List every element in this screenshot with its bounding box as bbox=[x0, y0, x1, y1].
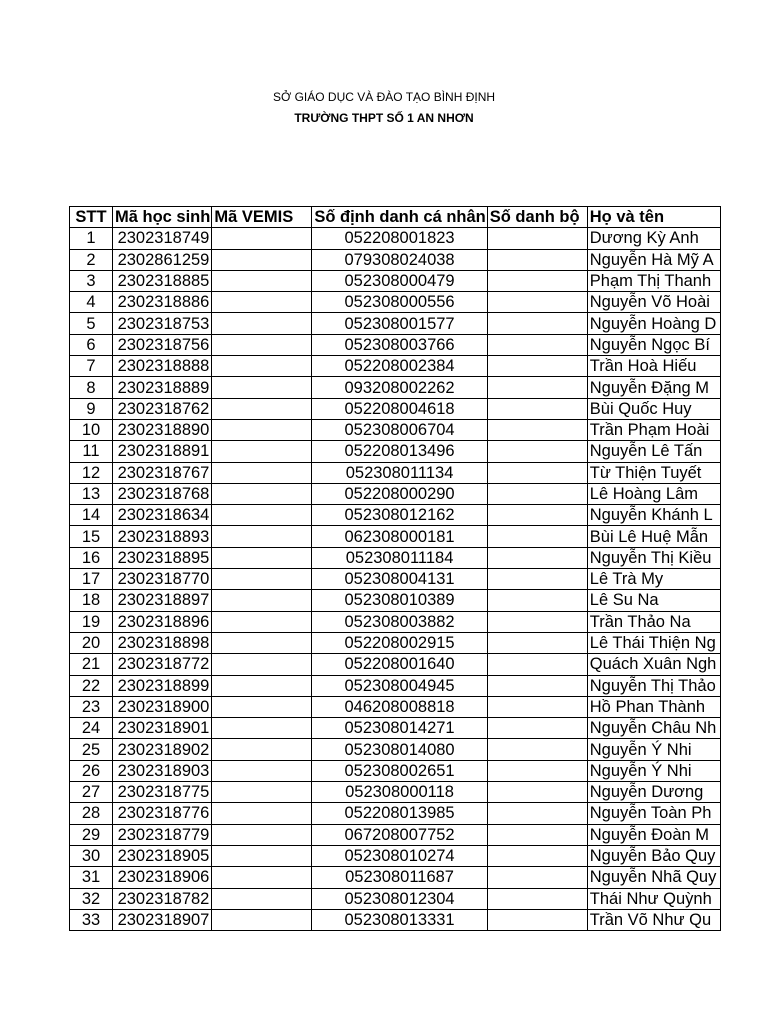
table-row bbox=[70, 654, 721, 675]
cell-personal-id: 052308010389 bbox=[312, 590, 487, 611]
cell-registry-number bbox=[487, 505, 587, 526]
cell-full-name: Nguyễn Thị Kiều bbox=[587, 547, 720, 568]
cell-full-name: Lê Hoàng Lâm bbox=[587, 483, 720, 504]
cell-personal-id: 062308000181 bbox=[312, 526, 487, 547]
table-row bbox=[70, 377, 721, 398]
department-title: SỞ GIÁO DỤC VÀ ĐÀO TẠO BÌNH ĐỊNH bbox=[272, 90, 496, 104]
cell-stt: 7 bbox=[70, 356, 113, 377]
table-row bbox=[70, 569, 721, 590]
cell-registry-number bbox=[487, 292, 587, 313]
cell-student-code: 2302318907 bbox=[113, 909, 212, 930]
table-body bbox=[70, 228, 721, 931]
cell-personal-id: 052208004618 bbox=[312, 398, 487, 419]
cell-personal-id: 052308003766 bbox=[312, 334, 487, 355]
cell-student-code: 2302318749 bbox=[113, 228, 212, 249]
table-row bbox=[70, 824, 721, 845]
table-row bbox=[70, 547, 721, 568]
table-header-row bbox=[70, 207, 721, 228]
cell-stt: 10 bbox=[70, 419, 113, 440]
table-row bbox=[70, 739, 721, 760]
cell-personal-id: 052208002915 bbox=[312, 632, 487, 653]
cell-vemis bbox=[212, 845, 312, 866]
cell-vemis bbox=[212, 377, 312, 398]
cell-vemis bbox=[212, 718, 312, 739]
cell-personal-id: 052308002651 bbox=[312, 760, 487, 781]
cell-stt: 30 bbox=[70, 845, 113, 866]
cell-stt: 25 bbox=[70, 739, 113, 760]
table-row bbox=[70, 505, 721, 526]
cell-student-code: 2302318753 bbox=[113, 313, 212, 334]
cell-registry-number bbox=[487, 760, 587, 781]
cell-full-name: Bùi Quốc Huy bbox=[587, 398, 720, 419]
table-row bbox=[70, 782, 721, 803]
table-row bbox=[70, 398, 721, 419]
cell-personal-id: 052308001577 bbox=[312, 313, 487, 334]
cell-full-name: Trần Phạm Hoài bbox=[587, 419, 720, 440]
cell-student-code: 2302318888 bbox=[113, 356, 212, 377]
cell-stt: 27 bbox=[70, 782, 113, 803]
col-header-stt: STT bbox=[70, 207, 113, 228]
cell-full-name: Nguyễn Hoàng D bbox=[587, 313, 720, 334]
cell-stt: 11 bbox=[70, 441, 113, 462]
cell-vemis bbox=[212, 760, 312, 781]
cell-stt: 23 bbox=[70, 696, 113, 717]
cell-full-name: Lê Trà My bbox=[587, 569, 720, 590]
cell-personal-id: 052308004131 bbox=[312, 569, 487, 590]
cell-personal-id: 052308014080 bbox=[312, 739, 487, 760]
cell-full-name: Quách Xuân Ngh bbox=[587, 654, 720, 675]
cell-personal-id: 093208002262 bbox=[312, 377, 487, 398]
cell-student-code: 2302318762 bbox=[113, 398, 212, 419]
cell-student-code: 2302318898 bbox=[113, 632, 212, 653]
cell-full-name: Nguyễn Hà Mỹ A bbox=[587, 249, 720, 270]
cell-personal-id: 052308000479 bbox=[312, 270, 487, 291]
cell-full-name: Nguyễn Thị Thảo bbox=[587, 675, 720, 696]
table-row bbox=[70, 803, 721, 824]
cell-stt: 8 bbox=[70, 377, 113, 398]
cell-student-code: 2302861259 bbox=[113, 249, 212, 270]
cell-stt: 12 bbox=[70, 462, 113, 483]
cell-registry-number bbox=[487, 909, 587, 930]
cell-student-code: 2302318770 bbox=[113, 569, 212, 590]
cell-vemis bbox=[212, 526, 312, 547]
cell-registry-number bbox=[487, 398, 587, 419]
cell-stt: 19 bbox=[70, 611, 113, 632]
cell-registry-number bbox=[487, 718, 587, 739]
cell-personal-id: 046208008818 bbox=[312, 696, 487, 717]
table-row bbox=[70, 270, 721, 291]
cell-student-code: 2302318775 bbox=[113, 782, 212, 803]
cell-vemis bbox=[212, 313, 312, 334]
cell-vemis bbox=[212, 611, 312, 632]
cell-student-code: 2302318901 bbox=[113, 718, 212, 739]
cell-stt: 22 bbox=[70, 675, 113, 696]
cell-registry-number bbox=[487, 675, 587, 696]
cell-student-code: 2302318889 bbox=[113, 377, 212, 398]
cell-stt: 14 bbox=[70, 505, 113, 526]
cell-stt: 28 bbox=[70, 803, 113, 824]
cell-student-code: 2302318782 bbox=[113, 888, 212, 909]
table-row bbox=[70, 909, 721, 930]
col-header-registry-number: Số danh bộ bbox=[487, 207, 587, 228]
cell-registry-number bbox=[487, 632, 587, 653]
cell-personal-id: 052308011184 bbox=[312, 547, 487, 568]
cell-full-name: Nguyễn Ý Nhi bbox=[587, 760, 720, 781]
cell-stt: 4 bbox=[70, 292, 113, 313]
cell-registry-number bbox=[487, 590, 587, 611]
cell-stt: 20 bbox=[70, 632, 113, 653]
cell-registry-number bbox=[487, 696, 587, 717]
cell-stt: 2 bbox=[70, 249, 113, 270]
cell-personal-id: 052208001823 bbox=[312, 228, 487, 249]
cell-vemis bbox=[212, 356, 312, 377]
cell-full-name: Trần Hoà Hiếu bbox=[587, 356, 720, 377]
cell-vemis bbox=[212, 483, 312, 504]
table-row bbox=[70, 718, 721, 739]
cell-full-name: Nguyễn Lê Tấn bbox=[587, 441, 720, 462]
table-row bbox=[70, 419, 721, 440]
table-row bbox=[70, 292, 721, 313]
cell-registry-number bbox=[487, 569, 587, 590]
cell-registry-number bbox=[487, 377, 587, 398]
cell-vemis bbox=[212, 419, 312, 440]
cell-full-name: Nguyễn Ngọc Bí bbox=[587, 334, 720, 355]
cell-student-code: 2302318896 bbox=[113, 611, 212, 632]
cell-personal-id: 052208000290 bbox=[312, 483, 487, 504]
col-header-full-name: Họ và tên bbox=[587, 207, 720, 228]
cell-registry-number bbox=[487, 334, 587, 355]
table-row bbox=[70, 228, 721, 249]
cell-vemis bbox=[212, 249, 312, 270]
cell-full-name: Nguyễn Đoàn M bbox=[587, 824, 720, 845]
cell-personal-id: 052308000118 bbox=[312, 782, 487, 803]
cell-registry-number bbox=[487, 547, 587, 568]
cell-full-name: Nguyễn Dương bbox=[587, 782, 720, 803]
cell-registry-number bbox=[487, 313, 587, 334]
table-row bbox=[70, 888, 721, 909]
cell-registry-number bbox=[487, 228, 587, 249]
cell-personal-id: 052308012162 bbox=[312, 505, 487, 526]
cell-student-code: 2302318776 bbox=[113, 803, 212, 824]
cell-registry-number bbox=[487, 867, 587, 888]
table-row bbox=[70, 611, 721, 632]
cell-stt: 31 bbox=[70, 867, 113, 888]
col-header-vemis: Mã VEMIS bbox=[212, 207, 312, 228]
cell-registry-number bbox=[487, 782, 587, 803]
cell-registry-number bbox=[487, 845, 587, 866]
cell-vemis bbox=[212, 675, 312, 696]
cell-full-name: Trần Thảo Na bbox=[587, 611, 720, 632]
student-table bbox=[69, 206, 721, 931]
cell-personal-id: 052308010274 bbox=[312, 845, 487, 866]
cell-personal-id: 052308011134 bbox=[312, 462, 487, 483]
cell-stt: 17 bbox=[70, 569, 113, 590]
cell-registry-number bbox=[487, 611, 587, 632]
cell-vemis bbox=[212, 441, 312, 462]
cell-personal-id: 052308011687 bbox=[312, 867, 487, 888]
cell-personal-id: 052208001640 bbox=[312, 654, 487, 675]
cell-registry-number bbox=[487, 356, 587, 377]
cell-registry-number bbox=[487, 526, 587, 547]
cell-full-name: Nguyễn Nhã Quy bbox=[587, 867, 720, 888]
table-row bbox=[70, 696, 721, 717]
cell-full-name: Trần Võ Như Qu bbox=[587, 909, 720, 930]
cell-registry-number bbox=[487, 654, 587, 675]
cell-vemis bbox=[212, 739, 312, 760]
col-header-personal-id: Số định danh cá nhân bbox=[312, 207, 487, 228]
cell-vemis bbox=[212, 270, 312, 291]
cell-stt: 1 bbox=[70, 228, 113, 249]
cell-full-name: Nguyễn Khánh L bbox=[587, 505, 720, 526]
cell-student-code: 2302318768 bbox=[113, 483, 212, 504]
cell-vemis bbox=[212, 632, 312, 653]
cell-stt: 16 bbox=[70, 547, 113, 568]
cell-registry-number bbox=[487, 249, 587, 270]
cell-personal-id: 052308000556 bbox=[312, 292, 487, 313]
cell-vemis bbox=[212, 462, 312, 483]
cell-student-code: 2302318767 bbox=[113, 462, 212, 483]
cell-full-name: Bùi Lê Huệ Mẫn bbox=[587, 526, 720, 547]
cell-vemis bbox=[212, 867, 312, 888]
cell-full-name: Nguyễn Bảo Quy bbox=[587, 845, 720, 866]
cell-vemis bbox=[212, 292, 312, 313]
cell-vemis bbox=[212, 569, 312, 590]
cell-stt: 32 bbox=[70, 888, 113, 909]
cell-registry-number bbox=[487, 739, 587, 760]
cell-vemis bbox=[212, 888, 312, 909]
table-row bbox=[70, 632, 721, 653]
table-row bbox=[70, 313, 721, 334]
cell-vemis bbox=[212, 590, 312, 611]
cell-student-code: 2302318772 bbox=[113, 654, 212, 675]
cell-student-code: 2302318902 bbox=[113, 739, 212, 760]
cell-registry-number bbox=[487, 462, 587, 483]
cell-full-name: Phạm Thị Thanh bbox=[587, 270, 720, 291]
cell-full-name: Lê Su Na bbox=[587, 590, 720, 611]
cell-vemis bbox=[212, 696, 312, 717]
cell-student-code: 2302318886 bbox=[113, 292, 212, 313]
table-row bbox=[70, 441, 721, 462]
cell-vemis bbox=[212, 334, 312, 355]
cell-registry-number bbox=[487, 441, 587, 462]
cell-stt: 33 bbox=[70, 909, 113, 930]
table-row bbox=[70, 675, 721, 696]
cell-full-name: Thái Như Quỳnh bbox=[587, 888, 720, 909]
cell-student-code: 2302318779 bbox=[113, 824, 212, 845]
cell-vemis bbox=[212, 909, 312, 930]
cell-personal-id: 052208013496 bbox=[312, 441, 487, 462]
cell-student-code: 2302318885 bbox=[113, 270, 212, 291]
cell-personal-id: 052308013331 bbox=[312, 909, 487, 930]
cell-vemis bbox=[212, 782, 312, 803]
cell-full-name: Hồ Phan Thành bbox=[587, 696, 720, 717]
cell-vemis bbox=[212, 398, 312, 419]
cell-student-code: 2302318899 bbox=[113, 675, 212, 696]
cell-personal-id: 067208007752 bbox=[312, 824, 487, 845]
cell-vemis bbox=[212, 654, 312, 675]
cell-student-code: 2302318897 bbox=[113, 590, 212, 611]
cell-registry-number bbox=[487, 483, 587, 504]
cell-registry-number bbox=[487, 824, 587, 845]
cell-full-name: Dương Kỳ Anh bbox=[587, 228, 720, 249]
col-header-student-code: Mã học sinh bbox=[113, 207, 212, 228]
cell-stt: 18 bbox=[70, 590, 113, 611]
school-title: TRƯỜNG THPT SỐ 1 AN NHƠN bbox=[294, 111, 474, 125]
table-row bbox=[70, 590, 721, 611]
cell-personal-id: 052208002384 bbox=[312, 356, 487, 377]
cell-stt: 26 bbox=[70, 760, 113, 781]
cell-student-code: 2302318893 bbox=[113, 526, 212, 547]
cell-student-code: 2302318756 bbox=[113, 334, 212, 355]
cell-stt: 15 bbox=[70, 526, 113, 547]
cell-personal-id: 052308004945 bbox=[312, 675, 487, 696]
cell-personal-id: 052208013985 bbox=[312, 803, 487, 824]
cell-registry-number bbox=[487, 270, 587, 291]
cell-personal-id: 052308012304 bbox=[312, 888, 487, 909]
table-row bbox=[70, 867, 721, 888]
cell-vemis bbox=[212, 505, 312, 526]
cell-registry-number bbox=[487, 419, 587, 440]
cell-vemis bbox=[212, 803, 312, 824]
cell-stt: 24 bbox=[70, 718, 113, 739]
table-row bbox=[70, 356, 721, 377]
cell-personal-id: 052308006704 bbox=[312, 419, 487, 440]
cell-student-code: 2302318891 bbox=[113, 441, 212, 462]
cell-student-code: 2302318895 bbox=[113, 547, 212, 568]
cell-full-name: Lê Thái Thiện Ng bbox=[587, 632, 720, 653]
cell-registry-number bbox=[487, 803, 587, 824]
cell-vemis bbox=[212, 824, 312, 845]
cell-stt: 21 bbox=[70, 654, 113, 675]
cell-registry-number bbox=[487, 888, 587, 909]
cell-vemis bbox=[212, 547, 312, 568]
cell-student-code: 2302318900 bbox=[113, 696, 212, 717]
cell-stt: 9 bbox=[70, 398, 113, 419]
table-row bbox=[70, 760, 721, 781]
table-row bbox=[70, 249, 721, 270]
cell-personal-id: 052308014271 bbox=[312, 718, 487, 739]
cell-stt: 5 bbox=[70, 313, 113, 334]
table-row bbox=[70, 462, 721, 483]
cell-full-name: Nguyễn Châu Nh bbox=[587, 718, 720, 739]
cell-personal-id: 052308003882 bbox=[312, 611, 487, 632]
cell-personal-id: 079308024038 bbox=[312, 249, 487, 270]
cell-full-name: Từ Thiện Tuyết bbox=[587, 462, 720, 483]
table-row bbox=[70, 334, 721, 355]
cell-full-name: Nguyễn Võ Hoài bbox=[587, 292, 720, 313]
cell-stt: 29 bbox=[70, 824, 113, 845]
cell-stt: 3 bbox=[70, 270, 113, 291]
cell-student-code: 2302318890 bbox=[113, 419, 212, 440]
cell-student-code: 2302318905 bbox=[113, 845, 212, 866]
table-row bbox=[70, 845, 721, 866]
cell-full-name: Nguyễn Đặng M bbox=[587, 377, 720, 398]
cell-stt: 6 bbox=[70, 334, 113, 355]
cell-vemis bbox=[212, 228, 312, 249]
table-row bbox=[70, 483, 721, 504]
table-row bbox=[70, 526, 721, 547]
cell-student-code: 2302318634 bbox=[113, 505, 212, 526]
cell-student-code: 2302318906 bbox=[113, 867, 212, 888]
cell-student-code: 2302318903 bbox=[113, 760, 212, 781]
cell-full-name: Nguyễn Toàn Ph bbox=[587, 803, 720, 824]
cell-stt: 13 bbox=[70, 483, 113, 504]
cell-full-name: Nguyễn Ý Nhi bbox=[587, 739, 720, 760]
